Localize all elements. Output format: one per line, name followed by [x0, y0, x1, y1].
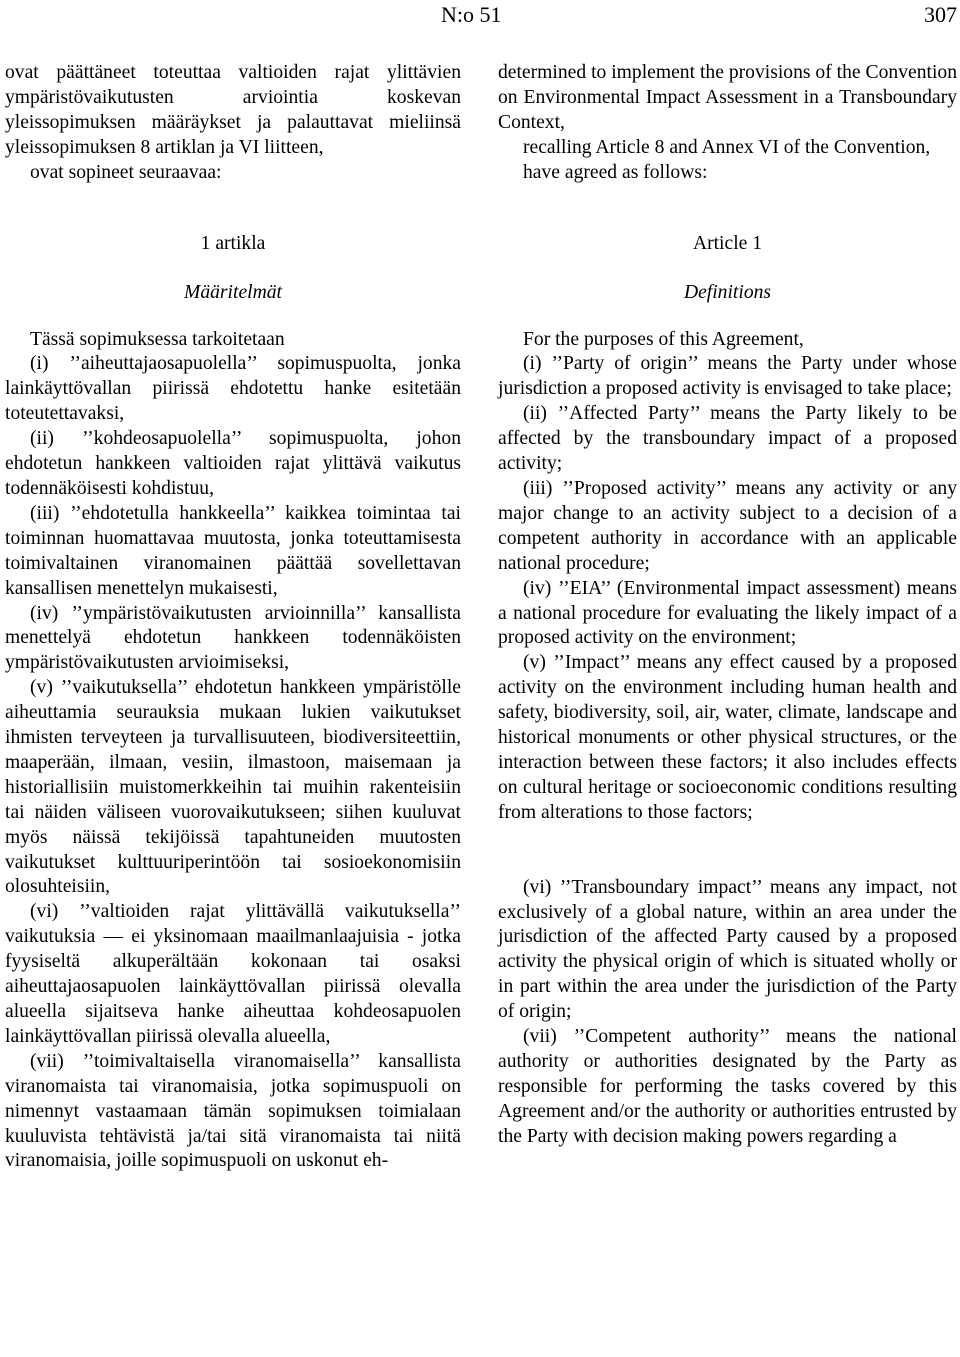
page-header: [0, 1, 960, 29]
fi-definition-ii: (ii) ’’kohdeosapuolella’’ sopimuspuolta, johon ehdotetun hankkeen valtioiden rajat ylittävä vaikutus todennäköisesti kohdistuu,: [5, 428, 461, 499]
fi-intro-paragraph: ovat päättäneet toteuttaa valtioiden rajat ylittävien ympäristövaikutusten arviointia koskevan yleissopimuksen määräykset ja palauttavat mieliinsä yleissopimuksen 8 artiklan ja VI liitteen,: [5, 62, 461, 158]
en-article-number: Article 1: [692, 232, 763, 254]
fi-definitions-lead: Tässä sopimuksessa tarkoitetaan: [30, 328, 285, 350]
en-definition-vi: (vi) ’’Transboundary impact’’ means any impact, not exclusively of a global nature, within an area under the jurisdiction of the affected Party caused by a proposed activity the physical origin of which is situated wholly or in part within the area under the jurisdiction of the Party of origin;: [498, 876, 957, 1023]
en-definition-iii: (iii) ’’Proposed activity’’ means any activity or any major change to an activity subject to a decision of a competent authority in accordance with an applicable national procedure;: [498, 477, 957, 574]
en-article-title: Definitions: [683, 281, 772, 303]
en-definition-ii: (ii) ’’Affected Party’’ means the Party likely to be affected by the transboundary impact of a proposed activity;: [498, 403, 957, 475]
fi-intro-agreed: ovat sopineet seuraavaa:: [30, 161, 222, 183]
en-definition-v: (v) ’’Impact’’ means any effect caused by a proposed activity on the environment including human health and safety, biodiversity, soil, air, water, climate, landscape and historical monuments or other physical structures, or the interaction between these factors; it also includes effects on cultural heritage or socioeconomic conditions resulting from alterations to those factors;: [498, 652, 957, 823]
en-definition-i: (i) ’’Party of origin’’ means the Party under whose jurisdiction a proposed activity is envisaged to take place;: [498, 353, 957, 400]
fi-definition-i: (i) ’’aiheuttajaosapuolella’’ sopimuspuolta, jonka lainkäyttövallan piirissä ehdotettu hanke esitetään toteutettavaksi,: [5, 353, 461, 425]
fi-article-title: Määritelmät: [184, 281, 282, 303]
en-intro-paragraph: determined to implement the provisions of the Convention on Environmental Impact Assessment in a Transboundary Context,: [498, 62, 957, 133]
statute-reference: N:o 51: [441, 2, 502, 27]
fi-definition-iv: (iv) ’’ympäristövaikutusten arvioinnilla’’ kansallista menettelyä ehdotetun hankkeen todennäköisten ympäristövaikutusten arvioimiseksi,: [5, 602, 461, 674]
fi-definition-vi: (vi) ’’valtioiden rajat ylittävällä vaikutuksella’’ vaikutuksia — ei yksinomaan maailmanlaajuisia - jotka fyysiseltä alkuperältään kokonaan tai osaksi aiheuttajaosapuolen lainkäyttövallan piirissä olevalla alueella sijaitseva hanke aiheuttaa kohdeosapuolen lainkäyttövallan piirissä olevalla alueella,: [5, 901, 461, 1047]
en-definition-vii: (vii) ’’Competent authority’’ means the national authority or authorities designated by the Party as responsible for performing the tasks covered by this Agreement and/or the authority or authorities entrusted by the Party with decision making powers regarding a: [498, 1026, 957, 1147]
finnish-column: [5, 61, 461, 1174]
en-intro-recalling: recalling Article 8 and Annex VI of the Convention,: [523, 136, 931, 158]
fi-definition-v: (v) ’’vaikutuksella’’ ehdotetun hankkeen ympäristölle aiheuttamia seurauksia mukaan lukien vaikutukset ihmisten terveyteen ja turvallisuuteen, biodiversiteettiin, maaperään, ilmaan, vesiin, ilmastoon, maisemaan ja historiallisiin muistomerkkeihin tai muihin rakenteisiin tai näiden väliseen vuorovaikutukseen; siihen kuuluvat myös näissä tekijöissä tapahtuneiden muutosten vaikutukset kulttuuriperintöön tai sosioekonomisiin olosuhteisiin,: [5, 677, 461, 898]
en-definitions-lead: For the purposes of this Agreement,: [523, 328, 804, 350]
en-definition-iv: (iv) ’’EIA’’ (Environmental impact assessment) means a national procedure for evaluating the likely impact of a proposed activity on the environment;: [498, 577, 957, 649]
fi-article-number: 1 artikla: [200, 232, 266, 254]
fi-definition-iii: (iii) ’’ehdotetulla hankkeella’’ kaikkea toimintaa tai toiminnan huomattavaa muutosta, jonka toteuttamisesta toimivaltainen viranomainen päättää sovellettavan kansallisen menettelyn mukaisesti,: [5, 502, 461, 599]
fi-definition-vii: (vii) ’’toimivaltaisella viranomaisella’’ kansallista viranomaista tai viranomaisia, jotka sopimuspuoli on nimennyt vastaamaan tämän sopimuksen toimialaan kuuluvista tehtävistä ja/tai sitä viranomaista tai niitä viranomaisia, joille sopimuspuoli on uskonut eh-: [5, 1050, 461, 1172]
en-intro-agreed: have agreed as follows:: [523, 161, 708, 183]
page-number: 307: [924, 2, 957, 27]
english-column: [498, 61, 957, 1150]
